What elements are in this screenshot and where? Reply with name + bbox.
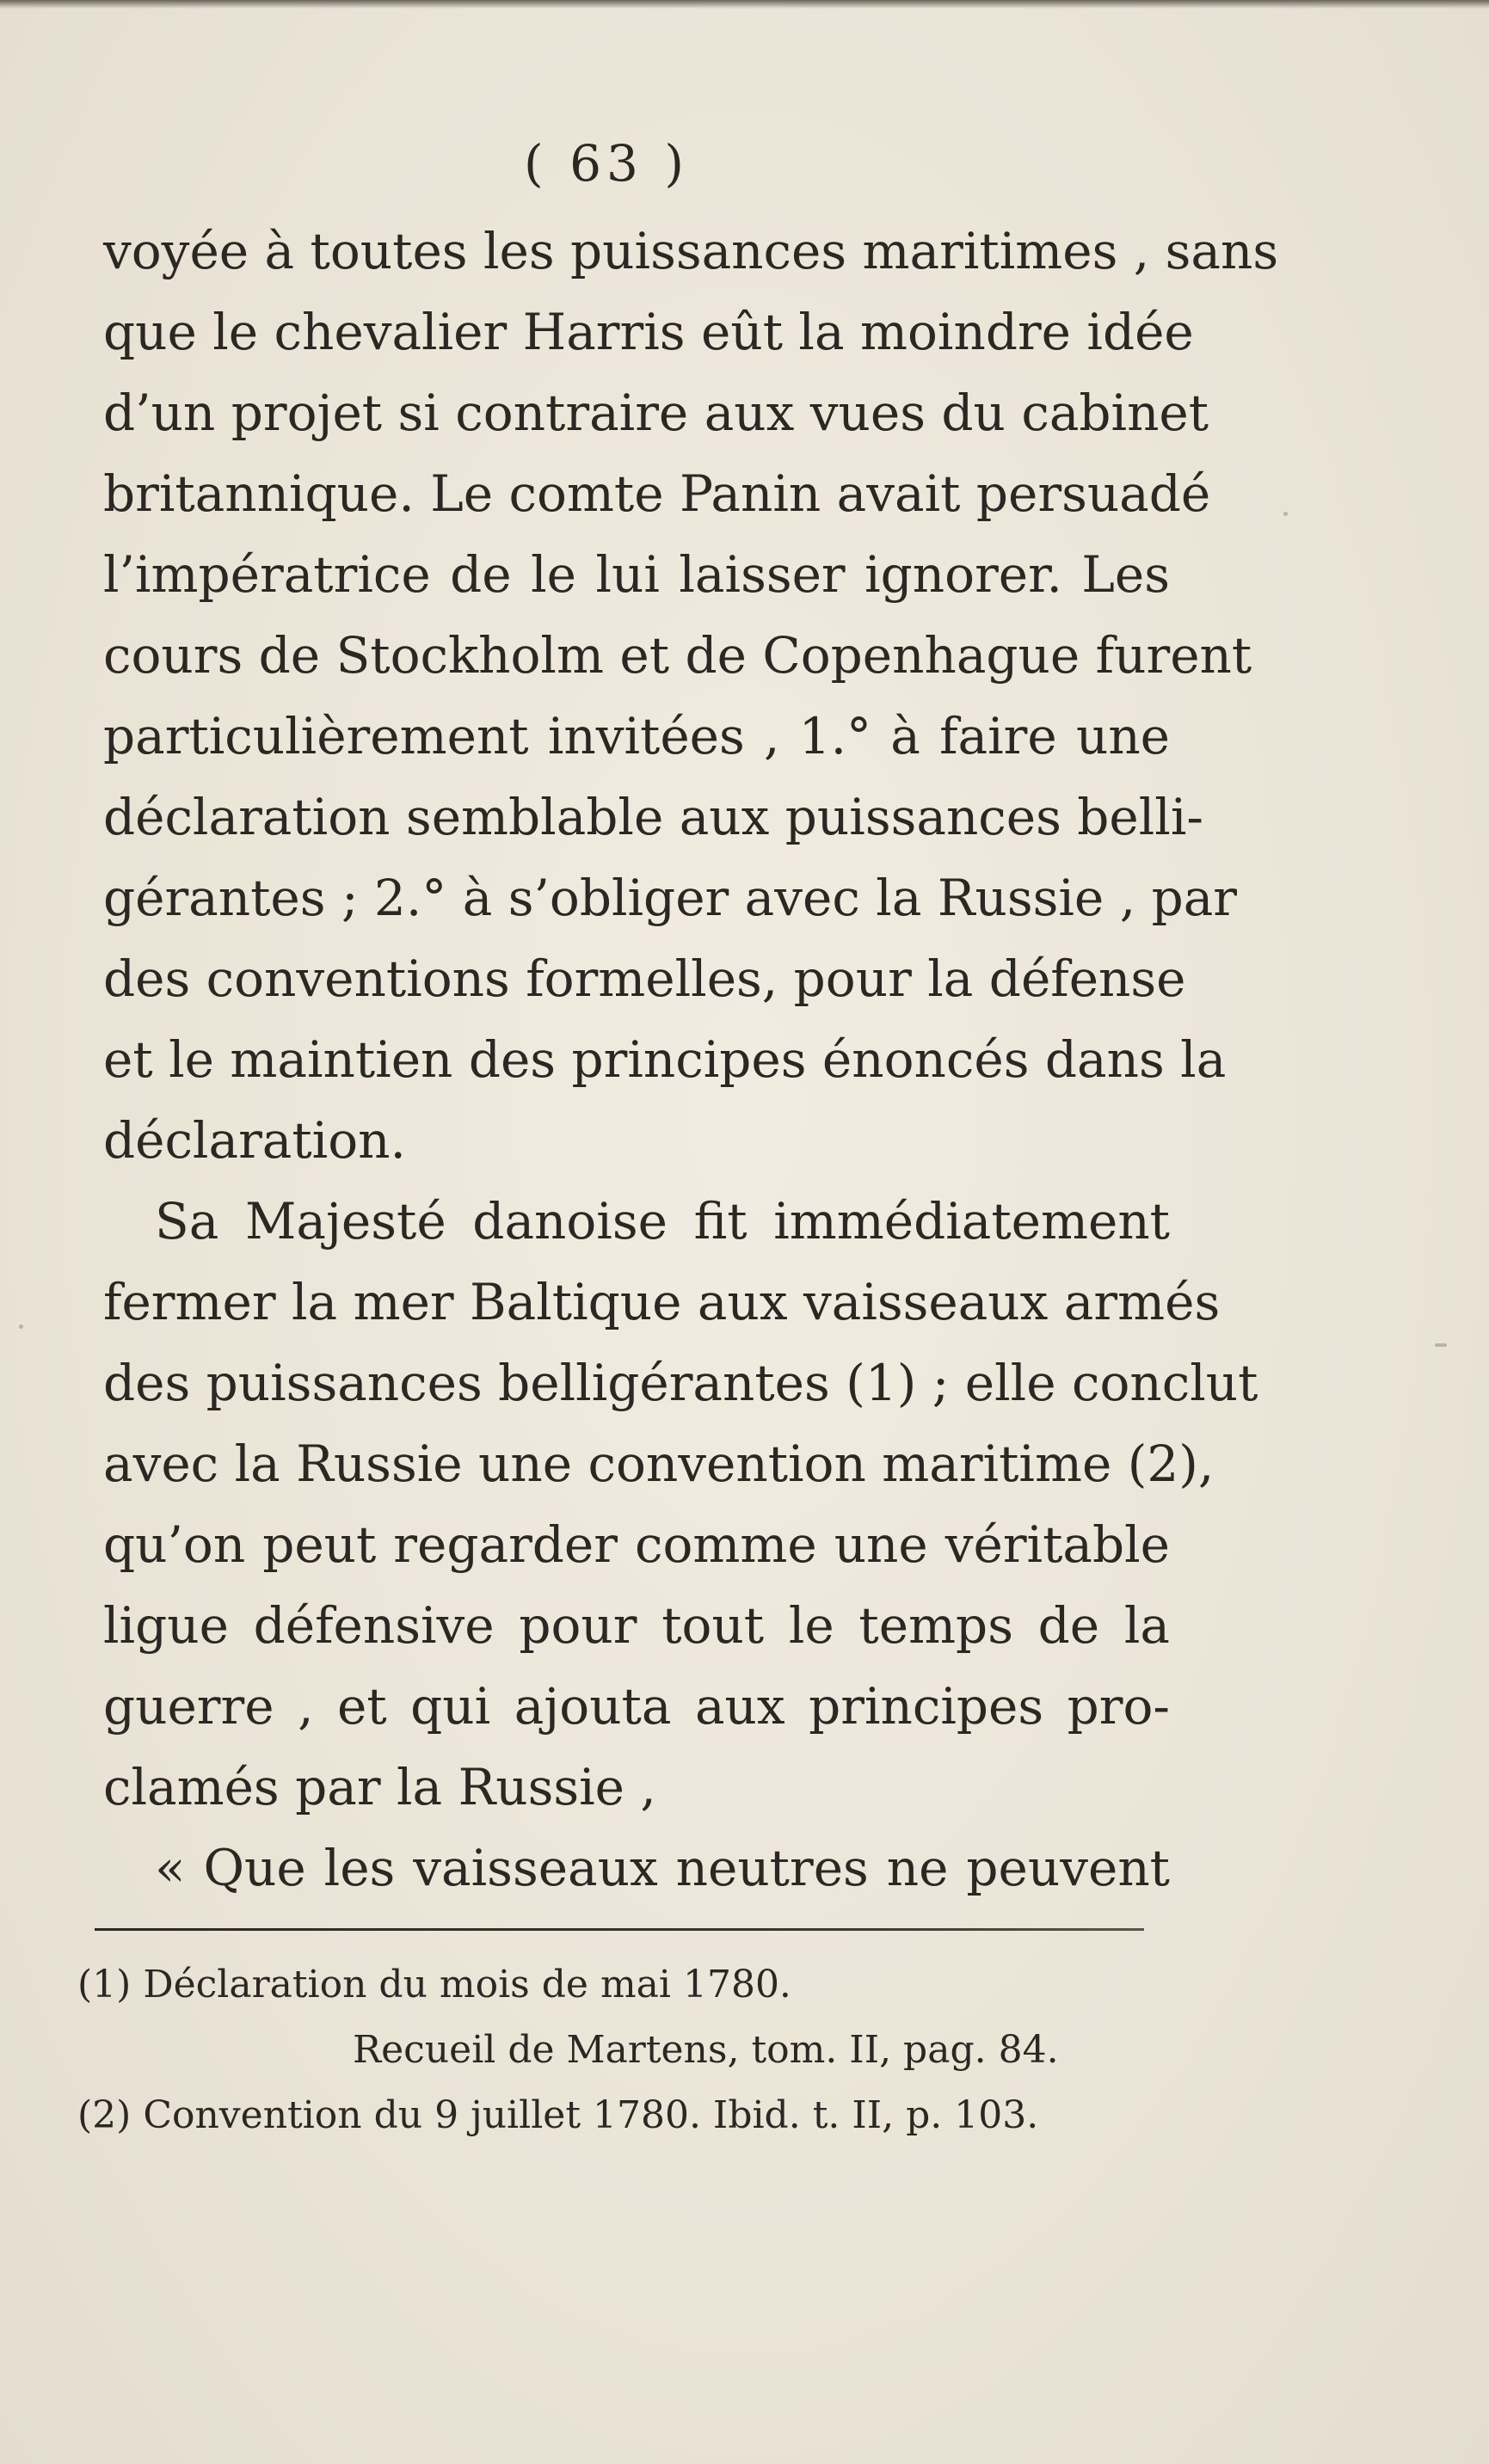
text-line: Sa Majesté danoise fit immédiatement: [155, 1192, 1170, 1250]
text-line: des conventions formelles, pour la défense: [103, 949, 1186, 1008]
footnotes: [77, 1952, 1178, 2148]
text-line: déclaration semblable aux puissances belli-: [103, 788, 1204, 846]
text-line: clamés par la Russie ,: [103, 1758, 656, 1816]
text-line: que le chevalier Harris eût la moindre idée: [103, 303, 1194, 361]
text-line: avec la Russie une convention maritime (2),: [103, 1435, 1215, 1493]
footnote-2: (2) Convention du 9 juillet 1780. Ibid. t. II, p. 103.: [77, 2093, 1039, 2137]
text-line: des puissances belligérantes (1) ; elle conclut: [103, 1354, 1258, 1412]
page-number: ( 63 ): [524, 134, 689, 193]
footnote-1: (1) Déclaration du mois de mai 1780.: [77, 1963, 791, 2006]
text-line: qu’on peut regarder comme une véritable: [103, 1515, 1170, 1574]
body-text: [103, 211, 1279, 1908]
text-line: voyée à toutes les puissances maritimes , sans: [103, 222, 1279, 280]
text-line: britannique. Le comte Panin avait persuadé: [103, 464, 1211, 523]
text-line: guerre , et qui ajouta aux principes pro-: [103, 1677, 1170, 1736]
text-line: l’impératrice de le lui laisser ignorer. Les: [103, 545, 1170, 604]
paper-speck: [19, 1324, 23, 1329]
text-line: et le maintien des principes énoncés dans la: [103, 1030, 1227, 1089]
text-line: particulièrement invitées , 1.° à faire une: [103, 707, 1170, 765]
text-line: gérantes ; 2.° à s’obliger avec la Russie , par: [103, 869, 1237, 927]
page-top-edge: [0, 0, 1489, 9]
footnote-1-source: Recueil de Martens, tom. II, pag. 84.: [353, 2028, 1059, 2072]
text-line: « Que les vaisseaux neutres ne peuvent: [155, 1839, 1170, 1897]
text-line: fermer la mer Baltique aux vaisseaux armés: [103, 1273, 1221, 1331]
text-line: déclaration.: [103, 1111, 406, 1170]
footnote-rule: [95, 1928, 1144, 1931]
text-line: cours de Stockholm et de Copenhague furent: [103, 626, 1252, 685]
text-line: d’un projet si contraire aux vues du cabinet: [103, 384, 1209, 442]
paper-speck: [1283, 512, 1288, 516]
paper-speck: [1435, 1343, 1447, 1347]
text-line: ligue défensive pour tout le temps de la: [103, 1596, 1170, 1655]
